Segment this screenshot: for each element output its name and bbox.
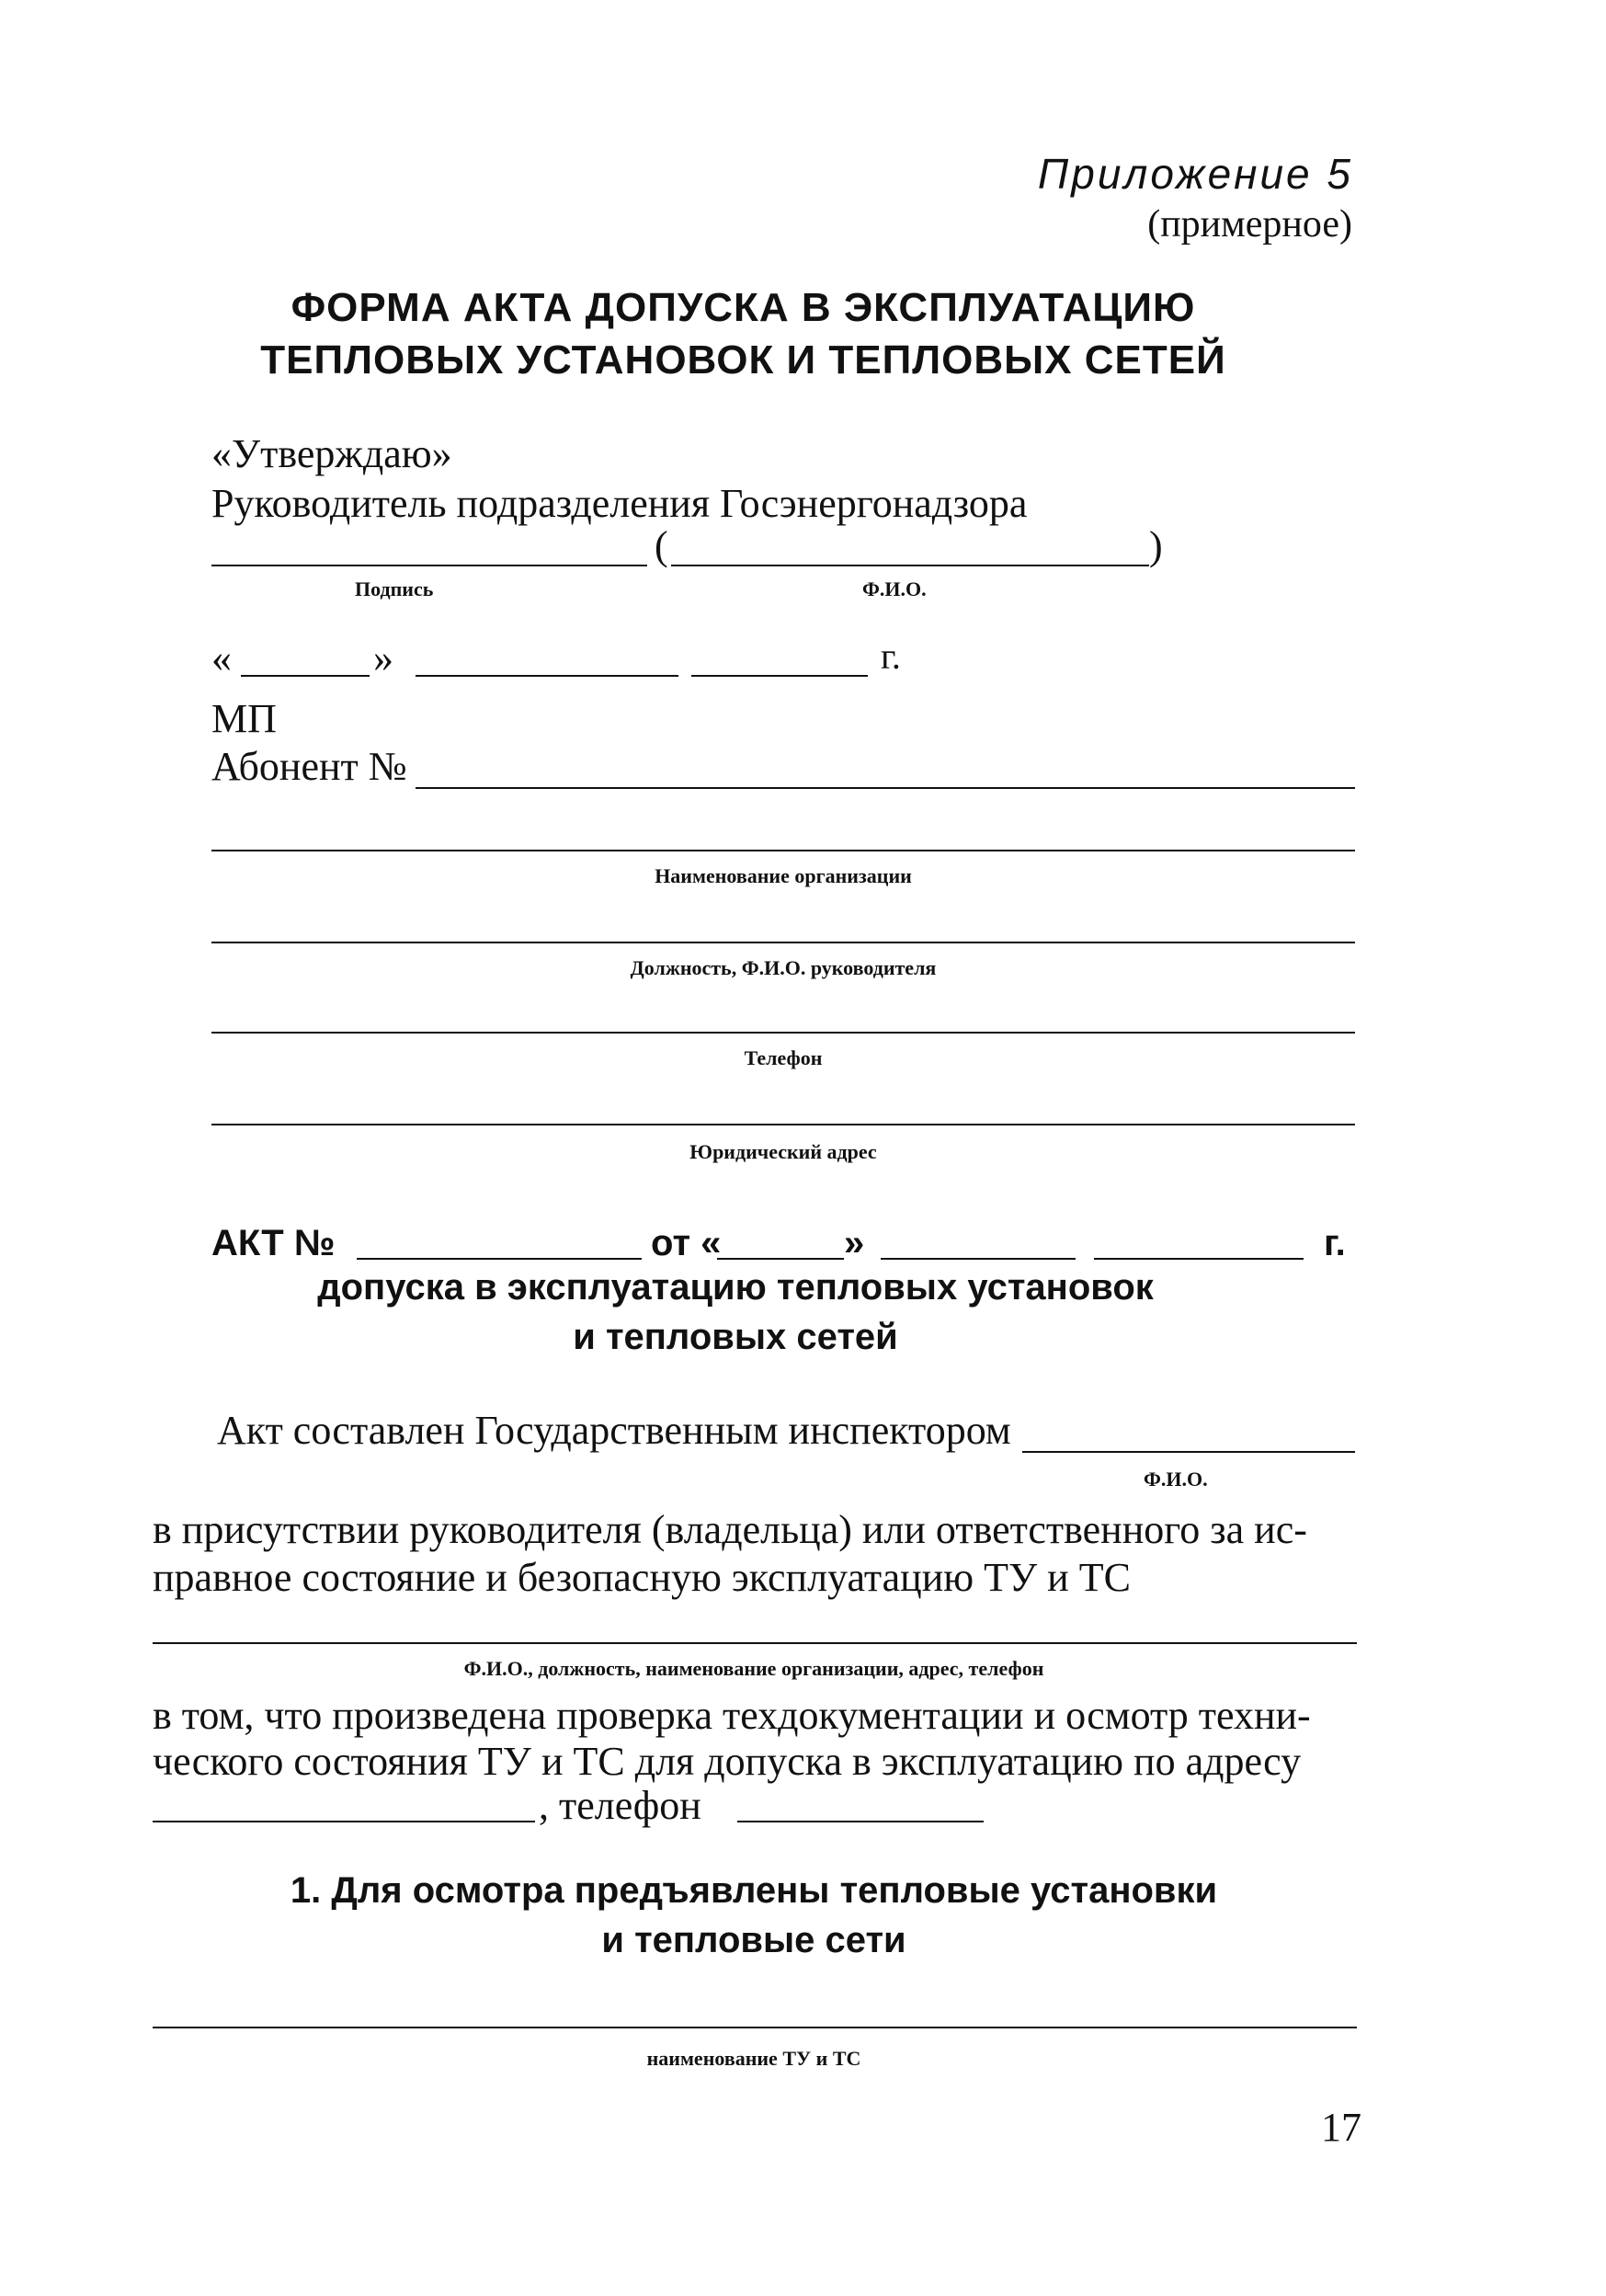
date-month-line[interactable]	[416, 675, 678, 677]
section1-name-line[interactable]	[153, 2027, 1357, 2028]
phone-caption: Телефон	[744, 1046, 823, 1069]
position-fio-line[interactable]	[211, 942, 1355, 943]
subscriber-label: Абонент №	[211, 744, 407, 789]
compiled-by-text: Акт составлен Государственным инспектором	[217, 1408, 1011, 1453]
act-quote-close: »	[844, 1223, 865, 1263]
org-name-line[interactable]	[211, 850, 1355, 851]
section1-title-line-1: 1. Для осмотра предъявлены тепловые установки	[290, 1870, 1218, 1911]
presence-caption: Ф.И.О., должность, наименование организации, адрес, телефон	[463, 1657, 1044, 1680]
inspection-text-line-2: ческого состояния ТУ и ТС для допуска в эксплуатацию по адресу	[153, 1739, 1302, 1784]
signature-caption: Подпись	[355, 577, 434, 600]
act-subtitle-line-2: и тепловых сетей	[573, 1317, 898, 1357]
presence-text-line-1: в присутствии руководителя (владельца) или ответственного за ис-	[153, 1507, 1307, 1552]
date-day-line[interactable]	[241, 675, 370, 677]
fio-line[interactable]	[671, 565, 1149, 566]
inspection-text-line-1: в том, что произведена проверка техдокументации и осмотр техни-	[153, 1693, 1311, 1738]
appendix-label: Приложение 5	[1037, 150, 1353, 198]
inspector-name-line[interactable]	[1022, 1451, 1355, 1453]
paren-open: (	[655, 523, 668, 568]
phone-label: , телефон	[539, 1783, 701, 1828]
legal-address-line[interactable]	[211, 1124, 1355, 1125]
act-year-suffix: г.	[1324, 1223, 1346, 1263]
act-from-label: от «	[651, 1223, 722, 1263]
year-suffix: г.	[881, 635, 901, 677]
page-number: 17	[1321, 2105, 1361, 2150]
presence-details-line[interactable]	[153, 1642, 1357, 1644]
form-title-line-1: ФОРМА АКТА ДОПУСКА В ЭКСПЛУАТАЦИЮ	[290, 285, 1196, 330]
approver-title: Руководитель подразделения Госэнергонадзора	[211, 481, 1028, 526]
inspection-phone-line[interactable]	[737, 1821, 984, 1822]
paren-close: )	[1149, 523, 1163, 568]
phone-line[interactable]	[211, 1032, 1355, 1034]
section1-caption: наименование ТУ и ТС	[646, 2047, 861, 2070]
act-subtitle-line-1: допуска в эксплуатацию тепловых установок	[317, 1267, 1154, 1308]
act-year-line[interactable]	[1094, 1258, 1304, 1260]
subscriber-number-line[interactable]	[416, 787, 1355, 789]
date-quote-open: «	[211, 635, 232, 680]
address-line[interactable]	[153, 1821, 535, 1822]
act-day-line[interactable]	[717, 1258, 844, 1260]
approve-label: «Утверждаю»	[211, 431, 452, 476]
section1-title-line-2: и тепловые сети	[601, 1920, 906, 1960]
presence-text-line-2: правное состояние и безопасную эксплуатацию ТУ и ТС	[153, 1555, 1131, 1600]
date-quote-close: »	[373, 635, 393, 680]
inspector-fio-caption: Ф.И.О.	[1144, 1468, 1208, 1491]
signature-line[interactable]	[211, 565, 647, 566]
date-year-line[interactable]	[691, 675, 868, 677]
act-number-line[interactable]	[357, 1258, 642, 1260]
fio-caption: Ф.И.О.	[862, 577, 927, 600]
legal-address-caption: Юридический адрес	[689, 1140, 877, 1163]
org-name-caption: Наименование организации	[655, 864, 912, 887]
act-month-line[interactable]	[881, 1258, 1076, 1260]
appendix-note: (примерное)	[1147, 203, 1352, 246]
act-number-label: АКТ №	[211, 1223, 336, 1263]
form-title-line-2: ТЕПЛОВЫХ УСТАНОВОК И ТЕПЛОВЫХ СЕТЕЙ	[260, 337, 1226, 383]
position-fio-caption: Должность, Ф.И.О. руководителя	[630, 956, 937, 979]
stamp-label: МП	[211, 696, 277, 741]
